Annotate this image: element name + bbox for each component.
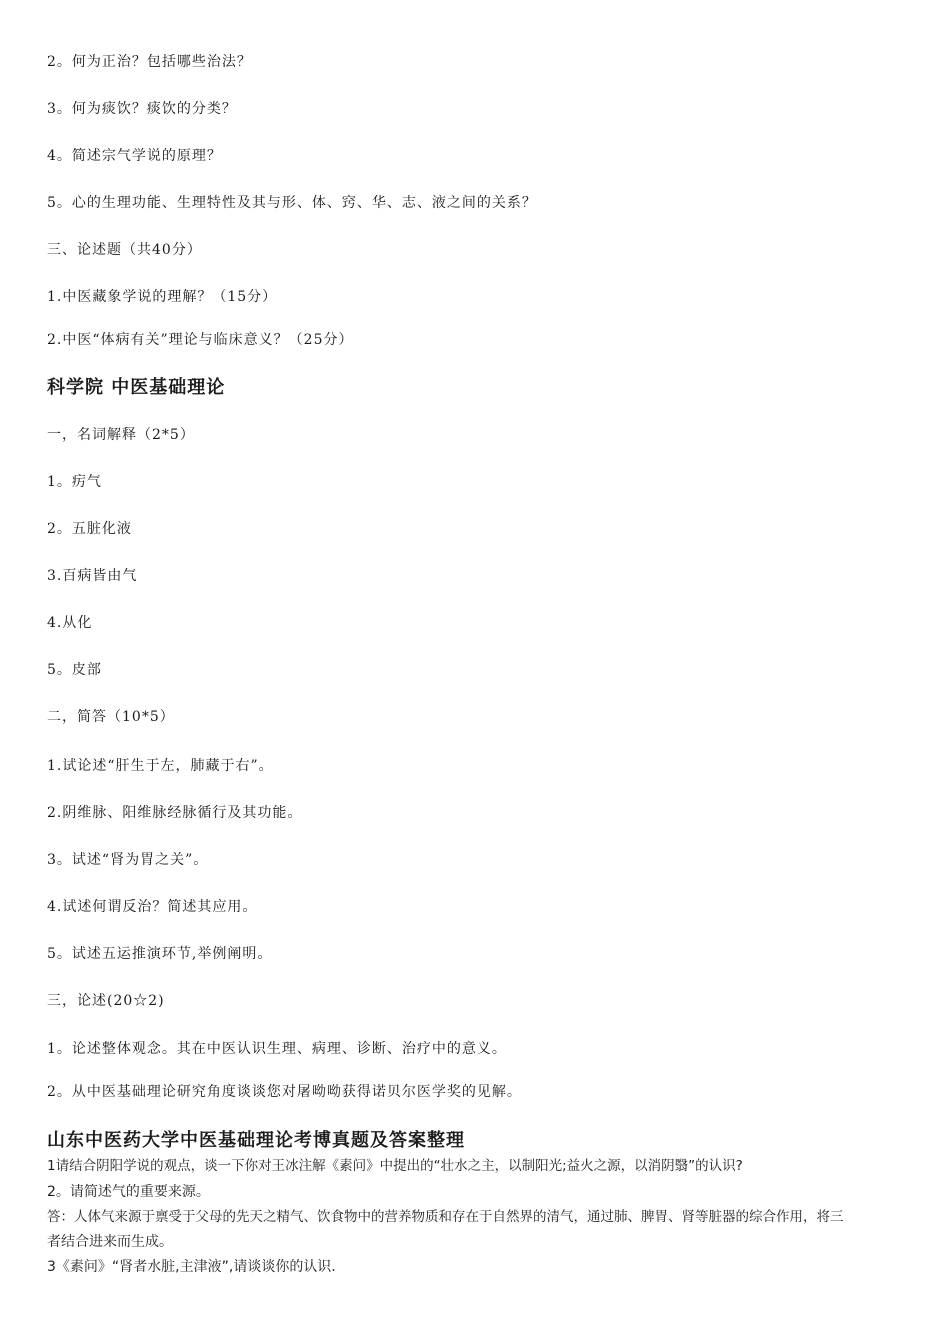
section-title: 一，名词解释（2*5） [47, 427, 195, 443]
question-line: 3。何为痰饮？痰饮的分类？ [47, 101, 237, 117]
question-line: 2。从中医基础理论研究角度谈谈您对屠呦呦获得诺贝尔医学奖的见解。 [47, 1084, 522, 1100]
question-line: 4.从化 [47, 615, 93, 631]
question-line: 3.百病皆由气 [47, 568, 138, 584]
exam-heading: 山东中医药大学中医基础理论考博真题及答案整理 [47, 1130, 465, 1151]
section-title: 二，简答（10*5） [47, 709, 175, 725]
question-line: 2。请简述气的重要来源。 [47, 1184, 210, 1200]
question-line: 1。疠气 [47, 474, 102, 490]
question-line: 3《素问》“肾者水脏,主津液”,请谈谈你的认识. [47, 1259, 336, 1275]
question-line: 1.中医藏象学说的理解？（15分） [47, 289, 278, 305]
exam-heading: 科学院 中医基础理论 [47, 377, 226, 398]
question-line: 2。何为正治？包括哪些治法？ [47, 54, 252, 70]
question-line: 2.中医“体病有关”理论与临床意义？（25分） [47, 332, 354, 348]
section-title: 三，论述(20☆2) [47, 993, 165, 1009]
answer-line: 者结合进来而生成。 [47, 1234, 173, 1250]
answer-line: 答：人体气来源于禀受于父母的先天之精气、饮食物中的营养物质和存在于自然界的清气，通过肺、脾胃、肾等脏器的综合作用，将三 [47, 1209, 844, 1225]
question-line: 1请结合阴阳学说的观点，谈一下你对王冰注解《素问》中提出的“壮水之主，以制阳光;益火之源，以消阴翳”的认识? [47, 1158, 743, 1174]
question-line: 2.阴维脉、阳维脉经脉循行及其功能。 [47, 805, 303, 821]
question-line: 2。五脏化液 [47, 521, 132, 537]
question-line: 5。心的生理功能、生理特性及其与形、体、窍、华、志、液之间的关系？ [47, 195, 537, 211]
question-line: 4.试述何谓反治？简述其应用。 [47, 899, 258, 915]
question-line: 1。论述整体观念。其在中医认识生理、病理、诊断、治疗中的意义。 [47, 1041, 507, 1057]
question-line: 1.试论述“肝生于左，肺藏于右”。 [47, 758, 274, 774]
question-line: 5。试述五运推演环节,举例阐明。 [47, 946, 273, 962]
section-title: 三、论述题（共40分） [47, 242, 202, 258]
question-line: 4。简述宗气学说的原理？ [47, 148, 222, 164]
question-line: 5。皮部 [47, 662, 102, 678]
question-line: 3。试述“肾为胃之关”。 [47, 852, 209, 868]
